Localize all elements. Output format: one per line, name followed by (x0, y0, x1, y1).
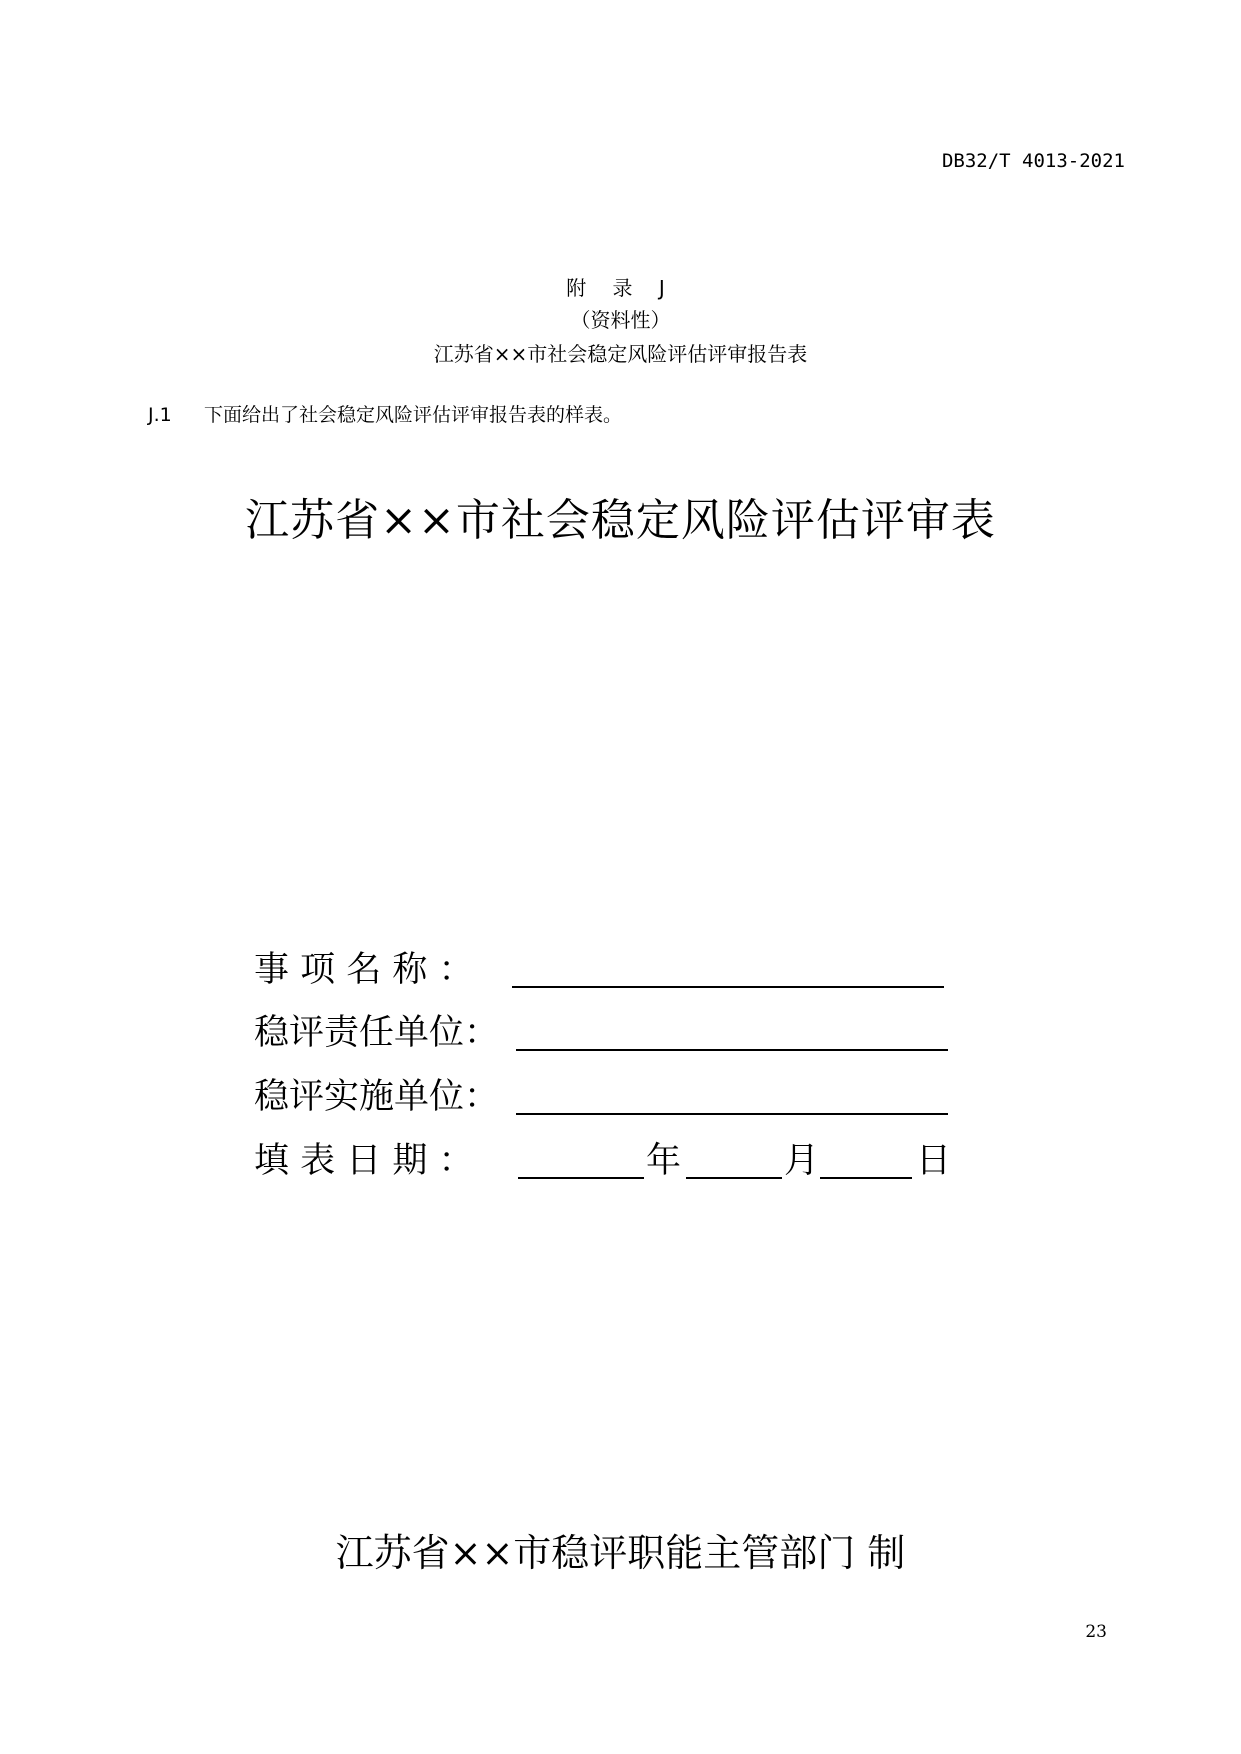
appendix-title: 江苏省××市社会稳定风险评估评审报告表 (433, 342, 808, 366)
month-unit: 月 (784, 1141, 820, 1181)
day-fill-in-line[interactable] (820, 1177, 912, 1179)
standard-code: DB32/T 4013-2021 (941, 150, 1125, 172)
field-label: 事 项 名 称 ： (254, 950, 474, 990)
fill-in-line[interactable] (516, 1049, 948, 1051)
field-label: 填 表 日 期 ： (254, 1141, 474, 1181)
appendix-type: （资料性） (570, 308, 671, 332)
clause-number: J.1 (148, 404, 172, 426)
page-number: 23 (1085, 1622, 1107, 1642)
year-unit: 年 (646, 1141, 682, 1181)
clause-text: 下面给出了社会稳定风险评估评审报告表的样表。 (204, 404, 623, 426)
day-unit: 日 (916, 1141, 952, 1181)
form-title: 江苏省××市社会稳定风险评估评审表 (245, 495, 996, 546)
fill-in-line[interactable] (512, 986, 944, 988)
appendix-label: 附 录 J (566, 276, 675, 300)
issuing-department: 江苏省××市稳评职能主管部门 制 (335, 1531, 906, 1575)
field-label: 稳评实施单位： (254, 1077, 500, 1117)
year-fill-in-line[interactable] (518, 1177, 644, 1179)
clause-paragraph (148, 400, 622, 427)
month-fill-in-line[interactable] (686, 1177, 782, 1179)
field-label: 稳评责任单位： (254, 1013, 500, 1053)
fill-in-line[interactable] (516, 1113, 948, 1115)
